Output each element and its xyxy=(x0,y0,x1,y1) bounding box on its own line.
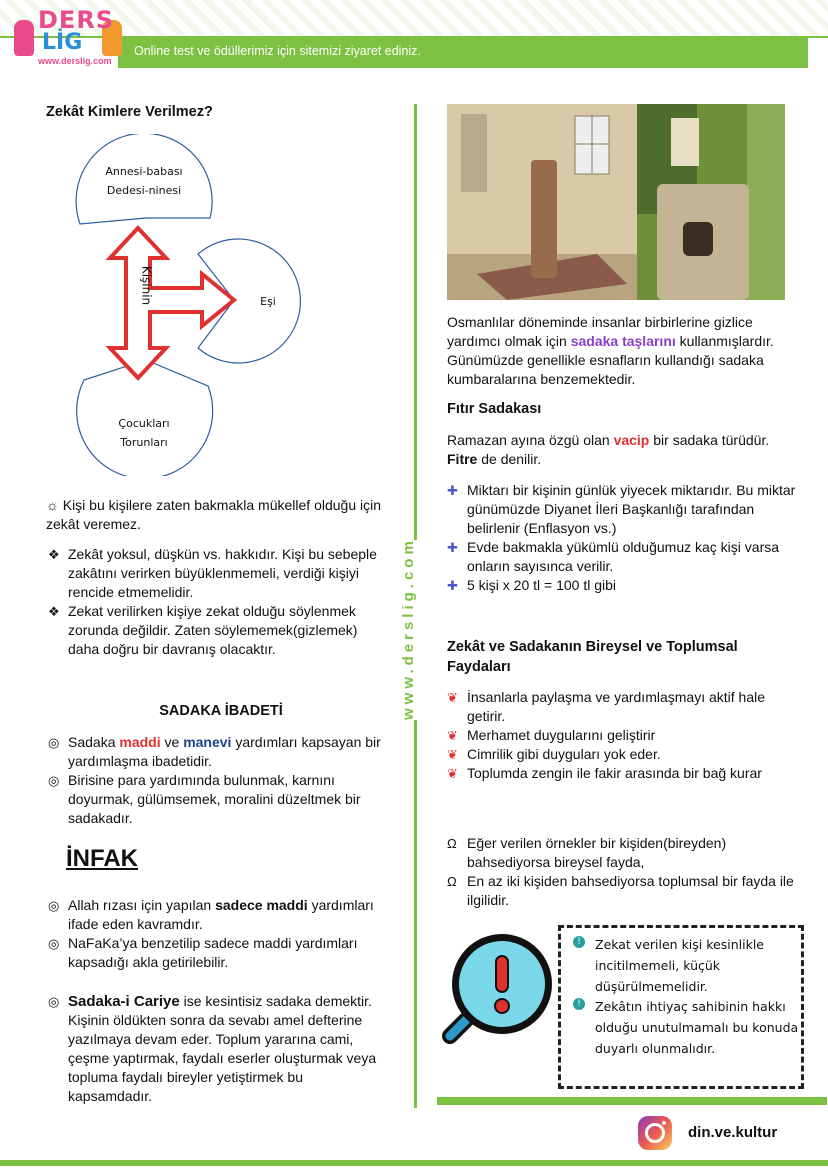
sadaka-list xyxy=(46,733,390,828)
sadaka-item2: Birisine para yardımında bulunmak, karnını doyurmak, gülümsemek, moralini düzeltmek bir sadakadır. xyxy=(68,772,361,826)
warning-item-text: Zekat verilen kişi kesinlikle incitilmemeli, küçük düşürülmemelidir. xyxy=(595,937,764,994)
photo-text-c: kullanmışlardır. Günümüzde genellikle esnafların kullandığı sadaka kumbaralarına benzemektedir. xyxy=(447,333,774,387)
info-icon: ! xyxy=(573,936,585,948)
fayda-item-text: Merhamet duygularını geliştirir xyxy=(467,727,656,743)
fayda-item xyxy=(445,745,797,764)
fayda-item-text: Cimrilik gibi duyguları yok eder. xyxy=(467,746,661,762)
hands-bullet-icon: ❦ xyxy=(447,747,458,762)
derslig-logo[interactable] xyxy=(8,2,124,74)
cariye-item xyxy=(46,992,390,1106)
photo-text-a: Osmanlılar döneminde insanlar birbirlerine gizlice yardımcı olmak için xyxy=(447,314,753,349)
diamond-item-text: Zekat verilirken kişiye zekat olduğu söylenmek zorunda değildir. Zaten söylememek(gizlemek) daha doğru bir davranış olacaktır. xyxy=(68,603,358,657)
cariye-title: Sadaka-i Cariye xyxy=(68,993,180,1010)
spiral-bullet-icon: ◎ xyxy=(48,773,60,788)
sadaka-maddi: maddi xyxy=(119,734,161,750)
diagram-center-label: Kişinin xyxy=(139,265,154,306)
infak-sadece-maddi: sadece maddi xyxy=(215,897,308,913)
infak-item xyxy=(46,896,390,934)
right-footer-line xyxy=(437,1097,827,1105)
warning-item xyxy=(573,934,805,997)
photo-text-highlight: sadaka taşlarını xyxy=(570,333,676,349)
diamond-bullet-icon: ❖ xyxy=(48,547,60,562)
omega-item xyxy=(445,834,797,872)
sadaka-stones-photo xyxy=(447,104,785,300)
diamond-item-text: Zekât yoksul, düşkün vs. hakkıdır. Kişi bu sebeple zakâtını verirken büyüklenmemeli, verdiği kişiyi rencide etmemelidir. xyxy=(68,546,377,600)
diamond-bullet-icon: ❖ xyxy=(48,604,60,619)
fitir-text-b: bir sadaka türüdür. xyxy=(649,432,770,448)
watermark-text: www.derslig.com xyxy=(400,540,430,720)
infak-list xyxy=(46,896,390,972)
photo-illustration xyxy=(447,104,785,300)
infak-item1-a: Allah rızası için yapılan xyxy=(68,897,216,913)
footer-line xyxy=(0,1160,828,1166)
fitir-definition xyxy=(447,431,797,469)
warning-item-text: Zekâtın ihtiyaç sahibinin hakkı olduğu unutulmamalı bu konuda duyarlı olunmalıdır. xyxy=(595,999,799,1056)
header-pattern xyxy=(0,0,828,36)
omega-item-text: Eğer verilen örnekler bir kişiden(bireyden) bahsediyorsa bireysel fayda, xyxy=(467,835,727,870)
faydalar-title: Zekât ve Sadakanın Bireysel ve Toplumsal Faydaları xyxy=(447,639,738,675)
infak-item xyxy=(46,934,390,972)
fitir-item xyxy=(445,481,797,538)
spiral-bullet-icon: ◎ xyxy=(48,735,60,750)
warning-box xyxy=(558,925,804,1089)
logo-text-top: DERS xyxy=(38,6,115,34)
fayda-item-text: İnsanlarla paylaşma ve yardımlaşmayı aktif hale getirir. xyxy=(467,689,766,724)
sadaka-manevi: manevi xyxy=(183,734,232,750)
diagram-bottom-label xyxy=(94,414,194,452)
warning-item xyxy=(573,996,805,1059)
instagram-icon[interactable] xyxy=(638,1116,672,1150)
omega-item xyxy=(445,872,797,910)
fayda-item xyxy=(445,726,797,745)
diamond-item xyxy=(46,545,390,602)
infak-item2: NaFaKa’ya benzetilip sadece maddi yardımları kapsadığı akla getirilebilir. xyxy=(68,935,358,970)
zekat-title: Zekât Kimlere Verilmez? xyxy=(46,104,213,120)
sadaka-item1-a: Sadaka xyxy=(68,734,120,750)
header-banner[interactable] xyxy=(118,38,808,68)
fitir-vacip: vacip xyxy=(613,432,650,448)
diagram-top-line1: Annesi-babası xyxy=(105,165,183,178)
photo-caption xyxy=(447,313,797,389)
sadaka-item xyxy=(46,771,390,828)
warning-magnifier-icon xyxy=(420,928,560,1068)
spiral-bullet-icon: ◎ xyxy=(48,898,60,913)
fitir-item xyxy=(445,576,797,595)
fitir-fitre: Fitre xyxy=(447,451,478,467)
omega-bullet-icon: Ω xyxy=(447,836,457,851)
fitir-item-text: Miktarı bir kişinin günlük yiyecek miktarıdır. Bu miktar günümüzde Diyanet İleri Başkanlığı tarafından belirlenir (Enflasyon vs.) xyxy=(467,482,796,536)
info-icon: ! xyxy=(573,998,585,1010)
arrow-bullet-icon: ✚ xyxy=(447,483,458,498)
hands-bullet-icon: ❦ xyxy=(447,766,458,781)
diagram-bottom-line1: Çocukları xyxy=(118,417,170,430)
omega-list xyxy=(445,834,797,910)
sadaka-item xyxy=(46,733,390,771)
fitir-title: Fıtır Sadakası xyxy=(447,401,542,417)
fitir-text-a: Ramazan ayına özgü olan xyxy=(447,432,614,448)
arrow-bullet-icon: ✚ xyxy=(447,578,458,593)
infak-item1-c: yardımları ifade eden kavramdır. xyxy=(68,897,374,932)
sadaka-ve: ve xyxy=(160,734,184,750)
diagram-top-line2: Dedesi-ninesi xyxy=(106,184,182,197)
diamond-item xyxy=(46,602,390,659)
diamond-list xyxy=(46,545,390,659)
logo-text-bottom: LİG xyxy=(42,30,83,55)
spiral-bullet-icon: ◎ xyxy=(48,994,60,1009)
fayda-item xyxy=(445,764,797,783)
sun-icon: ☼ xyxy=(46,497,59,513)
infak-title: İNFAK xyxy=(66,845,138,872)
fayda-item-text: Toplumda zengin ile fakir arasında bir bağ kurar xyxy=(467,765,762,781)
omega-bullet-icon: Ω xyxy=(447,874,457,889)
fitir-item xyxy=(445,538,797,576)
sun-note xyxy=(46,496,386,534)
diagram-top-label xyxy=(94,162,194,200)
instagram-handle[interactable]: din.ve.kultur xyxy=(688,1124,778,1141)
arrow-bullet-icon: ✚ xyxy=(447,540,458,555)
fitir-item-text: Evde bakmakla yükümlü olduğumuz kaç kişi varsa onların sayısınca verilir. xyxy=(467,539,780,574)
hands-bullet-icon: ❦ xyxy=(447,690,458,705)
sadaka-title: SADAKA İBADETİ xyxy=(159,703,283,719)
cariye-block xyxy=(46,992,390,1106)
hands-bullet-icon: ❦ xyxy=(447,728,458,743)
sadaka-item1-b: yardımları kapsayan bir yardımlaşma ibadetidir. xyxy=(68,734,381,769)
diagram-bottom-line2: Torunları xyxy=(120,436,168,449)
omega-item-text: En az iki kişiden bahsediyorsa toplumsal bir fayda ile ilgilidir. xyxy=(467,873,794,908)
fitir-list xyxy=(445,481,797,595)
fitir-item-text: 5 kişi x 20 tl = 100 tl gibi xyxy=(467,577,617,593)
cariye-text: ise kesintisiz sadaka demektir. Kişinin öldükten sonra da sevabı amel defterine yazılmaya devam eder. Toplum yararına cami, çeşme yaptırmak, faydalı eserler oluşturmak veya topluma faydalı bireyler yetiştirmek bu kapsamdadır. xyxy=(68,993,377,1104)
diagram-right-label: Eşi xyxy=(260,295,276,308)
faydalar-list xyxy=(445,688,797,783)
fitir-text-c: de denilir. xyxy=(477,451,542,467)
sun-note-text: Kişi bu kişilere zaten bakmakla mükellef olduğu için zekât veremez. xyxy=(46,497,382,532)
spiral-bullet-icon: ◎ xyxy=(48,936,60,951)
header-banner-text: Online test ve ödüllerimiz için sitemizi ziyaret ediniz. xyxy=(134,44,421,58)
logo-url: www.derslig.com xyxy=(38,56,112,66)
fayda-item xyxy=(445,688,797,726)
logo-kid-left-icon xyxy=(14,20,34,56)
